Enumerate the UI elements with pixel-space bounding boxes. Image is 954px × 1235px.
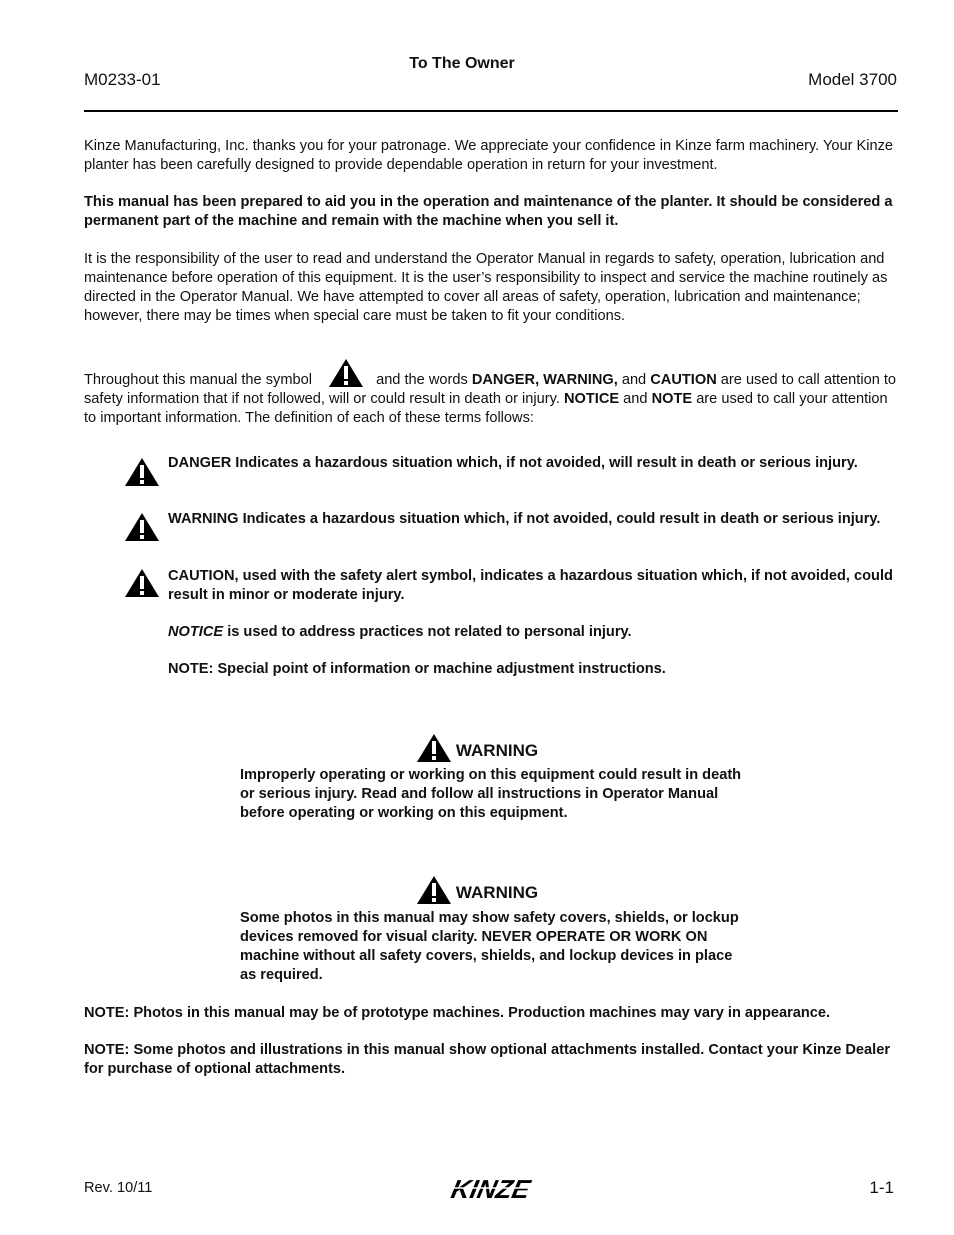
symbol-text-1: Throughout this manual the symbol: [84, 372, 312, 388]
caution-definition: CAUTION, used with the safety alert symbol, indicates a hazardous situation which, if not avoided, could result in minor or moderate injury.: [168, 568, 893, 603]
caution-alert-icon: [124, 568, 160, 603]
warning-1-heading: [0, 733, 954, 768]
symbol-text-2: and the words: [376, 372, 468, 388]
warning-definition: WARNING Indicates a hazardous situation which, if not avoided, could result in death or serious injury.: [168, 511, 881, 527]
intro-paragraph-3: It is the responsibility of the user to read and understand the Operator Manual in regards to safety, operation, lubrication and maintenance before operation of this equipment. It is the user’s responsibility to inspect and service the machine routinely as directed in the Operator Manual. We have attempted to cover all areas of safety, operation, lubrication and maintenance; however, there may be times when special care must be taken to fit your conditions.: [84, 251, 888, 324]
danger-alert-icon: [124, 457, 160, 492]
symbol-text-6: are used to call your attention to important information. The definition of each of these terms follows:: [84, 391, 888, 426]
header-rule: [84, 110, 898, 112]
page-number: 1-1: [869, 1178, 894, 1197]
symbol-text-4: are used to call attention to safety information that if not followed, will or could result in death or injury.: [84, 372, 897, 407]
signal-word-caution: CAUTION: [650, 372, 717, 388]
warning-1-body: Improperly operating or working on this equipment could result in death or serious injury. Read and follow all instructions in Operator Manual before operating or working on this equipment.: [240, 767, 742, 821]
warning-2-heading: [0, 875, 954, 910]
model-name: Model 3700: [808, 70, 897, 89]
note-prototype-photos: NOTE: Photos in this manual may be of prototype machines. Production machines may vary in appearance.: [84, 1005, 831, 1021]
warning-2-body: Some photos in this manual may show safety covers, shields, or lockup devices removed for visual clarity. NEVER OPERATE OR WORK ON machine without all safety covers, shields, and lockup devices in place as required.: [240, 910, 739, 983]
intro-paragraph-2: This manual has been prepared to aid you in the operation and maintenance of the planter. It should be considered a permanent part of the machine and remain with the machine when you sell it.: [84, 194, 893, 229]
notice-definition: [168, 623, 903, 642]
safety-alert-icon: [328, 358, 364, 388]
kinze-logo-text: KINZE: [448, 1174, 533, 1204]
symbol-text-3: and: [621, 372, 647, 388]
note-definition: NOTE: Special point of information or machine adjustment instructions.: [168, 661, 666, 677]
signal-word-note: NOTE: [651, 391, 693, 407]
symbol-paragraph: [84, 358, 900, 428]
note-optional-attachments: NOTE: Some photos and illustrations in this manual show optional attachments installed. Contact your Kinze Dealer for purchase of optional attachments.: [84, 1042, 891, 1077]
kinze-logo: [430, 1174, 550, 1209]
warning-2-alert-icon: [416, 875, 452, 910]
page-title: To The Owner: [409, 55, 515, 72]
doc-number: M0233-01: [84, 70, 161, 89]
signal-words-danger-warning: DANGER, WARNING,: [471, 372, 618, 388]
warning-alert-icon: [124, 512, 160, 547]
danger-definition: DANGER Indicates a hazardous situation which, if not avoided, will result in death or serious injury.: [168, 455, 858, 471]
symbol-text-5: and: [623, 391, 648, 407]
revision-date: Rev. 10/11: [84, 1180, 153, 1196]
warning-1-label: WARNING: [455, 740, 539, 760]
notice-definition-text: is used to address practices not related to personal injury.: [223, 624, 632, 640]
notice-word: NOTICE: [168, 624, 224, 640]
intro-paragraph-1: Kinze Manufacturing, Inc. thanks you for your patronage. We appreciate your confidence in Kinze farm machinery. Your Kinze planter has been carefully designed to provide dependable operation in return for your investment.: [84, 138, 894, 173]
warning-1-alert-icon: [416, 733, 452, 768]
warning-2-label: WARNING: [455, 882, 539, 902]
signal-word-notice: NOTICE: [563, 391, 620, 407]
